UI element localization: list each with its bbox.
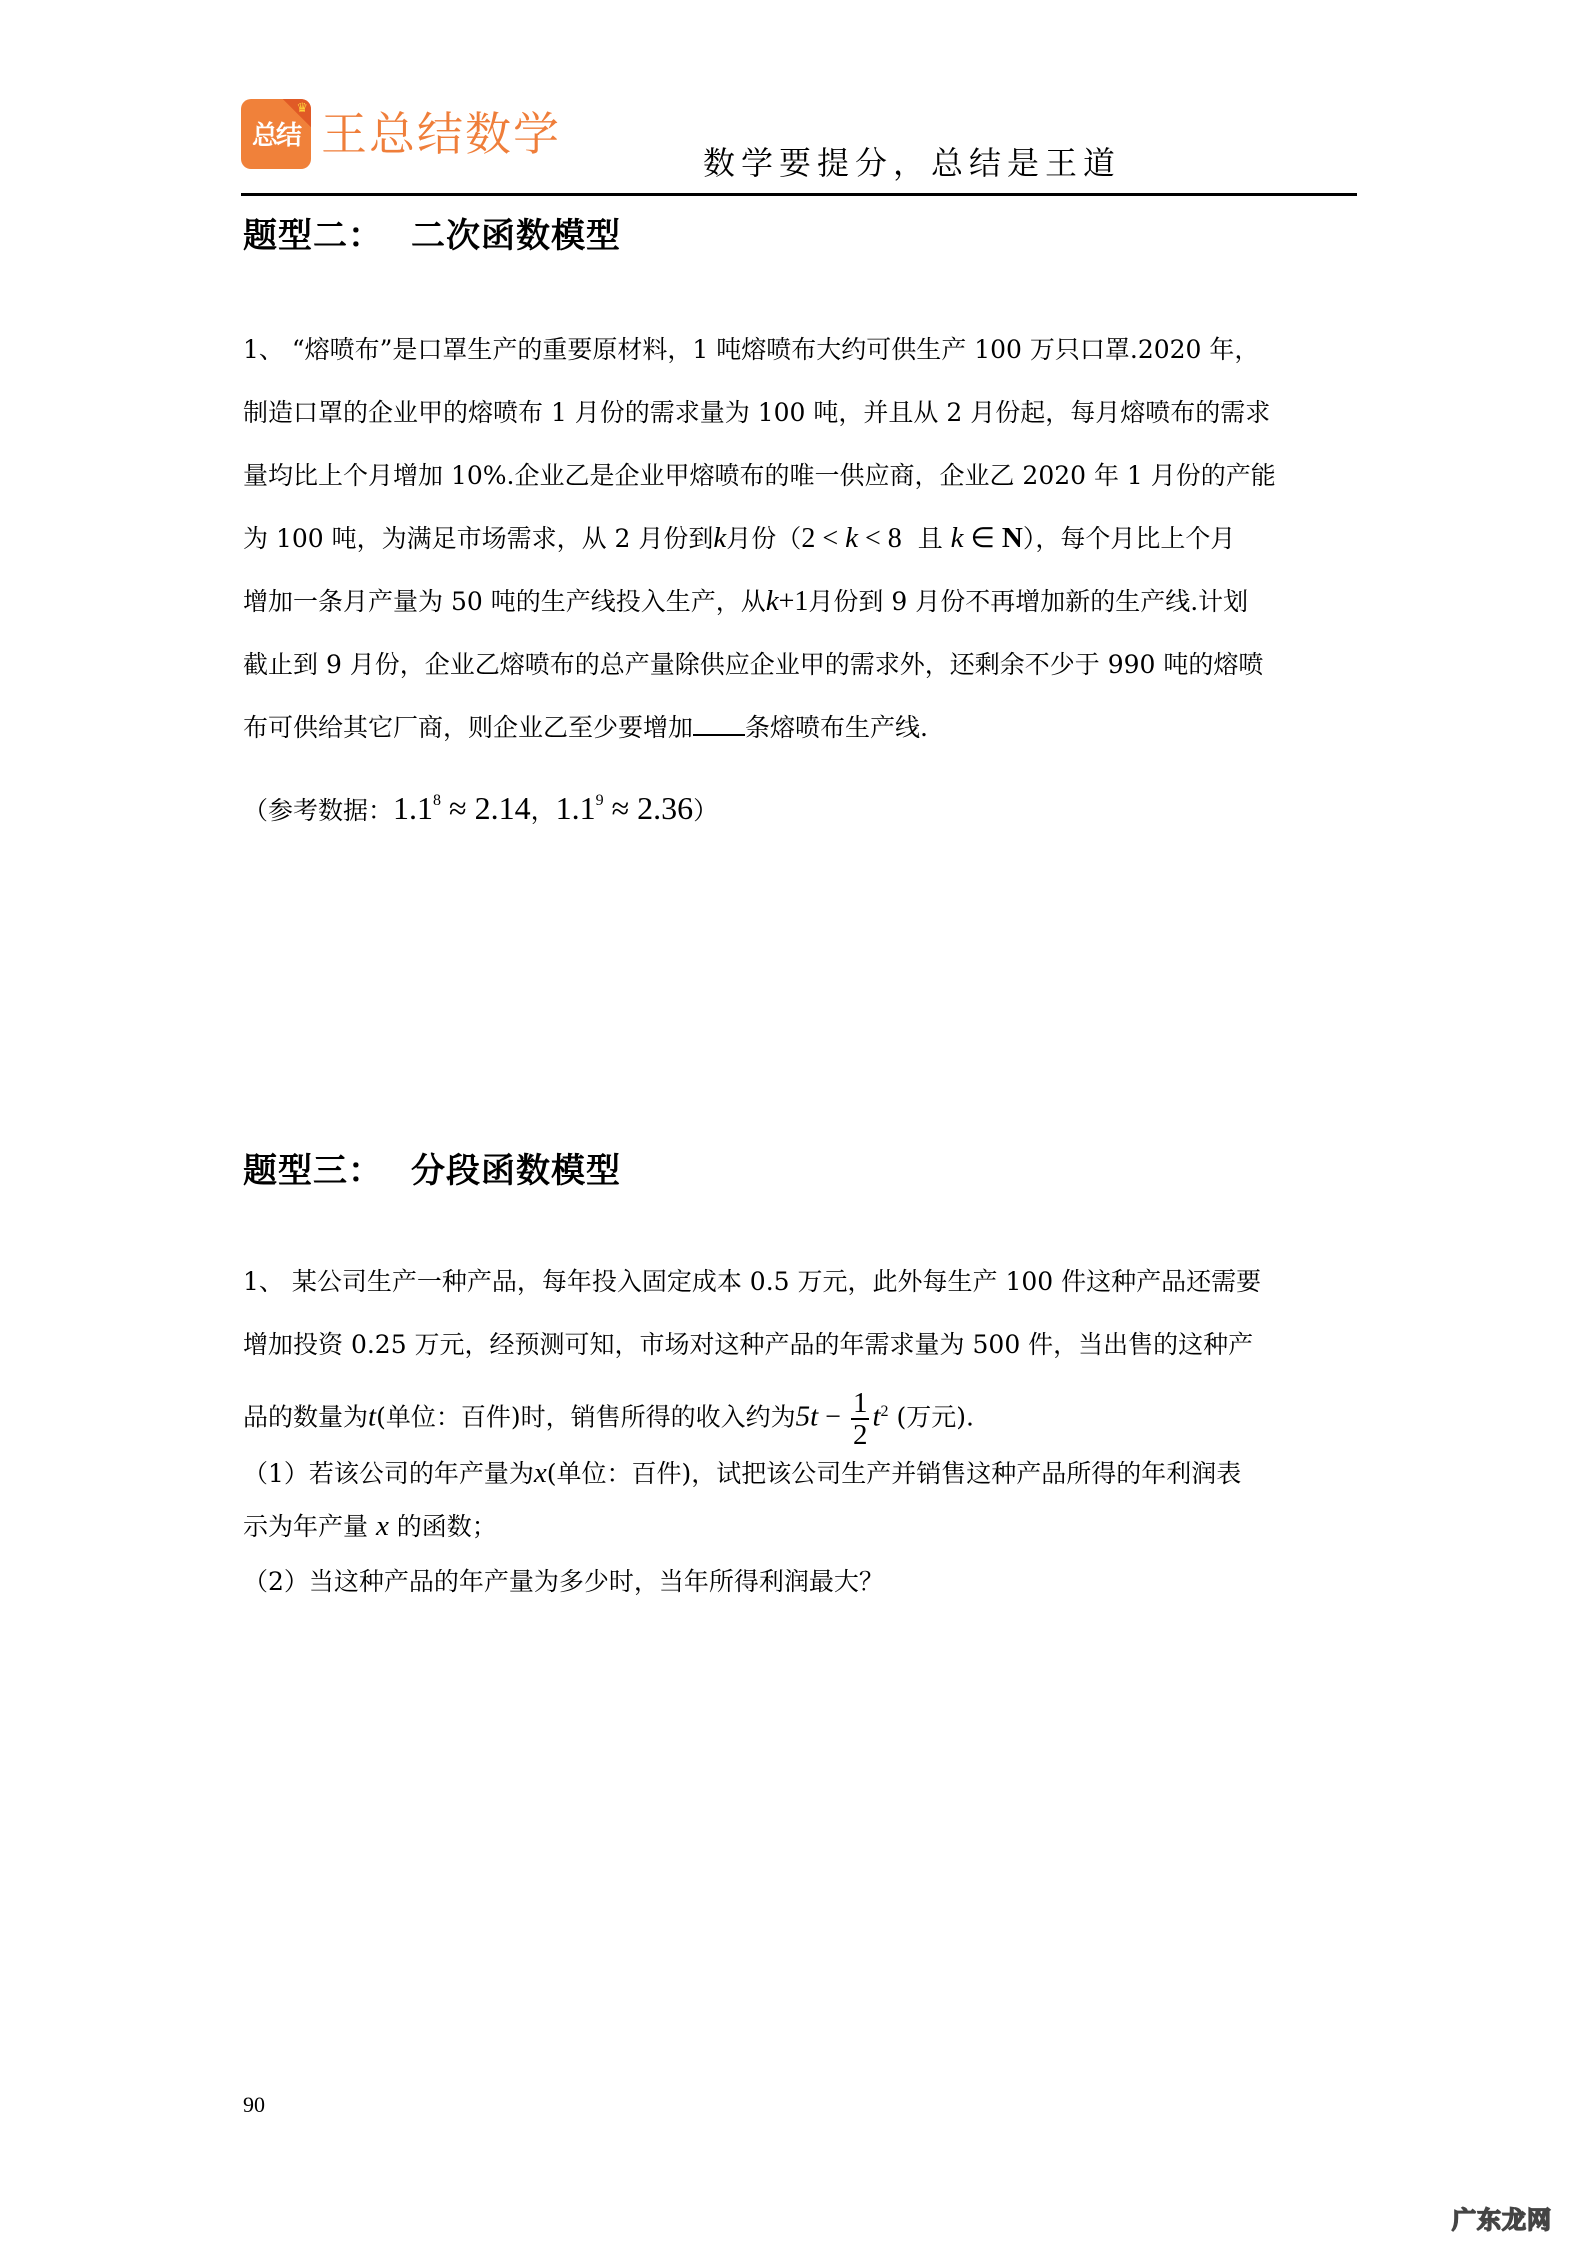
answer-blank <box>693 712 745 736</box>
text: 示为年产量 <box>243 1512 369 1541</box>
problem-meltblown <box>243 318 1359 759</box>
math-op: < <box>857 523 888 554</box>
fraction-denominator: 2 <box>852 1418 868 1451</box>
ref-suffix: ） <box>693 796 719 825</box>
question-1-cont <box>243 1498 1359 1554</box>
problem-company-profit <box>243 1250 1359 1610</box>
problem-line: 1、 “熔喷布”是口罩生产的重要原材料，1 吨熔喷布大约可供生产 100 万只口罩.2020 年， <box>243 335 1260 364</box>
section-prefix: 题型二： <box>243 216 383 256</box>
fraction-numerator: 1 <box>852 1386 868 1419</box>
slogan: 数学要提分，总结是王道 <box>703 144 1122 182</box>
math-var-k: k <box>950 522 964 554</box>
section-prefix: 题型三： <box>243 1151 383 1191</box>
text: (单位：百件)时，销售所得的收入约为 <box>376 1402 796 1432</box>
text: 月份到 9 月份不再增加新的生产线.计划 <box>808 587 1249 616</box>
problem-line <box>243 507 1359 570</box>
exponent: 2 <box>880 1403 889 1420</box>
problem-line <box>243 570 1359 633</box>
text: (单位：百件)，试把该公司生产并销售这种产品所得的年利润表 <box>546 1459 1242 1488</box>
text: （1）若该公司的年产量为 <box>243 1459 534 1488</box>
math-op: < <box>815 523 846 554</box>
text: 的函数； <box>396 1512 497 1541</box>
watermark: 广东龙网 <box>1452 2206 1552 2234</box>
section-title-piecewise <box>243 1151 621 1191</box>
crown-icon: ♛ <box>296 101 308 116</box>
math-value: 8 <box>887 523 902 554</box>
problem-line: 截止到 9 月份，企业乙熔喷布的总产量除供应企业甲的需求外，还剩余不少于 990 吨的熔喷 <box>243 650 1264 679</box>
text: 品的数量为 <box>243 1402 369 1432</box>
section-name: 二次函数模型 <box>411 216 621 256</box>
ref-value: ≈ 2.14 <box>441 790 531 826</box>
problem-line: 制造口罩的企业甲的熔喷布 1 月份的需求量为 100 吨，并且从 2 月份起，每月熔喷布的需求 <box>243 398 1271 427</box>
text: 为 100 吨，为满足市场需求，从 2 月份到 <box>243 524 714 553</box>
ref-exp: 8 <box>433 792 442 809</box>
math-var-k: k <box>765 585 779 617</box>
logo-badge <box>241 99 311 169</box>
math-value: 2 <box>801 523 816 554</box>
text: 增加一条月产量为 50 吨的生产线投入生产，从 <box>243 587 766 616</box>
ref-value: ≈ 2.36 <box>603 790 694 826</box>
math-var-x: x <box>375 1510 389 1542</box>
text: (万元). <box>896 1402 974 1432</box>
math-var-x: x <box>533 1457 547 1489</box>
page-number: 90 <box>243 2092 265 2117</box>
problem-line: 增加投资 0.25 万元，经预测可知，市场对这种产品的年需求量为 500 件，当出售的这种产 <box>243 1330 1254 1359</box>
math-op: ∈ <box>963 523 1002 554</box>
math-value: +1 <box>778 586 809 617</box>
ref-base: 1.1 <box>393 790 434 826</box>
fraction <box>851 1388 870 1450</box>
formula-term: 5t <box>795 1400 819 1433</box>
section-title-quadratic <box>243 216 621 256</box>
text: 布可供给其它厂商，则企业乙至少要增加 <box>243 713 694 742</box>
question-2: （2）当这种产品的年产量为多少时，当年所得利润最大？ <box>243 1567 884 1596</box>
problem-line <box>243 1376 1359 1451</box>
text: 月份（ <box>726 524 802 553</box>
text: 且 <box>917 524 943 553</box>
logo-badge-text: 总结 <box>251 121 300 151</box>
problem-line <box>243 696 1359 759</box>
header-divider <box>241 193 1357 196</box>
ref-base: 1.1 <box>555 790 596 826</box>
problem-line: 量均比上个月增加 10%.企业乙是企业甲熔喷布的唯一供应商，企业乙 2020 年 1 月份的产能 <box>243 461 1276 490</box>
problem-line: 1、 某公司生产一种产品，每年投入固定成本 0.5 万元，此外每生产 100 件这种产品还需要 <box>243 1267 1262 1296</box>
math-var-k: k <box>845 522 858 554</box>
text: ），每个月比上个月 <box>1022 524 1236 553</box>
logo-text: 王总结数学 <box>321 107 561 161</box>
math-var-k: k <box>713 522 727 554</box>
reference-data <box>243 776 718 836</box>
ref-exp: 9 <box>595 792 604 809</box>
question-1 <box>243 1448 1359 1498</box>
ref-prefix: （参考数据： <box>243 796 394 825</box>
page-header <box>241 95 1357 195</box>
text: 条熔喷布生产线. <box>745 713 928 742</box>
ref-sep: ， <box>530 796 556 825</box>
math-set-N: N <box>1001 522 1023 554</box>
math-op: − <box>818 1401 848 1433</box>
math-var-t: t <box>368 1400 377 1433</box>
math-var-t: t <box>872 1400 881 1433</box>
section-name: 分段函数模型 <box>411 1151 621 1191</box>
